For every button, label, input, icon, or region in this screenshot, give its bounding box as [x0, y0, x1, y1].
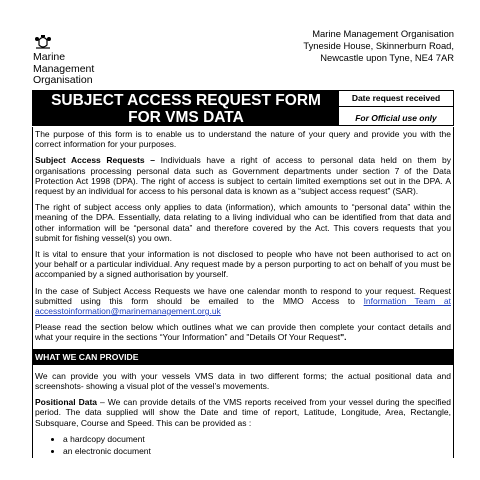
address-line: Newcastle upon Tyne, NE4 7AR — [320, 52, 454, 63]
official-use-box — [339, 91, 453, 125]
personal-data-paragraph: The right of subject access only applies to data (information), which amounts to “personal data” within the meaning of the DPA. Essentially, data relating to a living individual who can be identified from that data and other information will be “personal data” and therefore covered by the Act. This covers requests that you submit for fishing vessel(s) you own. — [35, 202, 451, 243]
date-received-label: Date request received — [339, 91, 453, 107]
list-item: • a hardcopy document — [63, 434, 451, 444]
title-row — [32, 90, 454, 126]
form-body — [32, 127, 454, 458]
instructions-end: ". — [340, 332, 347, 343]
address-block — [303, 28, 454, 64]
instructions-paragraph — [35, 322, 451, 342]
form-title-line: FOR VMS DATA — [128, 109, 244, 126]
sar-paragraph — [35, 155, 451, 196]
org-line: Marine — [33, 51, 66, 63]
address-line: Marine Management Organisation — [312, 28, 454, 39]
purpose-paragraph: The purpose of this form is to enable us to understand the nature of your query and provide you with the correct information for your purposes. — [35, 129, 451, 150]
authorisation-paragraph: It is vital to ensure that your information is not disclosed to people who have not been authorised to act on your behalf or a particular individual. Any request made by a person purporting to act on behalf of you must be accompanied by a signed authorisation by yourself. — [35, 249, 451, 280]
positional-data-paragraph — [35, 397, 451, 428]
org-line: Organisation — [33, 74, 93, 86]
positional-data-text: – We can provide details of the VMS reports received from your vessel during the specified period. The data supplied will show the Date and time of report, Latitude, Longitude, Area, Rectangle, Subsquare, Course and Speed. This can be provided as : — [35, 397, 451, 428]
sar-text: Individuals have a right of access to personal data held on them by organisations processing personal data such as Government departments under section 7 of the Data Protection Act 1998 (DPA). The right of access is subject to certain limited exemptions set out in the DPA. A request by an individual for access to his personal data is known as a “subject access request” (SAR). — [35, 155, 452, 197]
section-heading-what-we-can-provide: WHAT WE CAN PROVIDE — [33, 349, 453, 365]
format-list — [35, 434, 451, 456]
response-time-text: In the case of Subject Access Requests we have one calendar month to respond to your request. Request submitted using this form should be emailed to the MMO Access to — [35, 285, 451, 306]
positional-data-heading: Positional Data — [35, 397, 98, 408]
address-line: Tyneside House, Skinnerburn Road, — [303, 40, 454, 51]
royal-crest-icon — [33, 33, 53, 51]
org-line: Management — [33, 62, 95, 75]
form-title-line: SUBJECT ACCESS REQUEST FORM — [51, 92, 321, 109]
response-time-paragraph — [35, 286, 451, 317]
instructions-text: Please read the section below which outlines what we can provide then complete your contact details and what your require in the sections “Your Information” and "Details Of Your Request — [35, 322, 451, 343]
official-use-label: For Official use only — [355, 112, 437, 123]
organisation-logo-text — [33, 52, 94, 87]
form-title — [33, 91, 339, 125]
list-item: • an electronic document — [63, 446, 451, 456]
email-link[interactable]: Information Team at accesstoinformation@marinemanagement.org.uk — [35, 295, 452, 317]
sar-heading: Subject Access Requests – — [35, 155, 155, 166]
provide-paragraph: We can provide you with your vessels VMS data in two different forms; the actual positional data and screenshots- showing a visual plot of the vessel’s movements. — [35, 370, 451, 392]
